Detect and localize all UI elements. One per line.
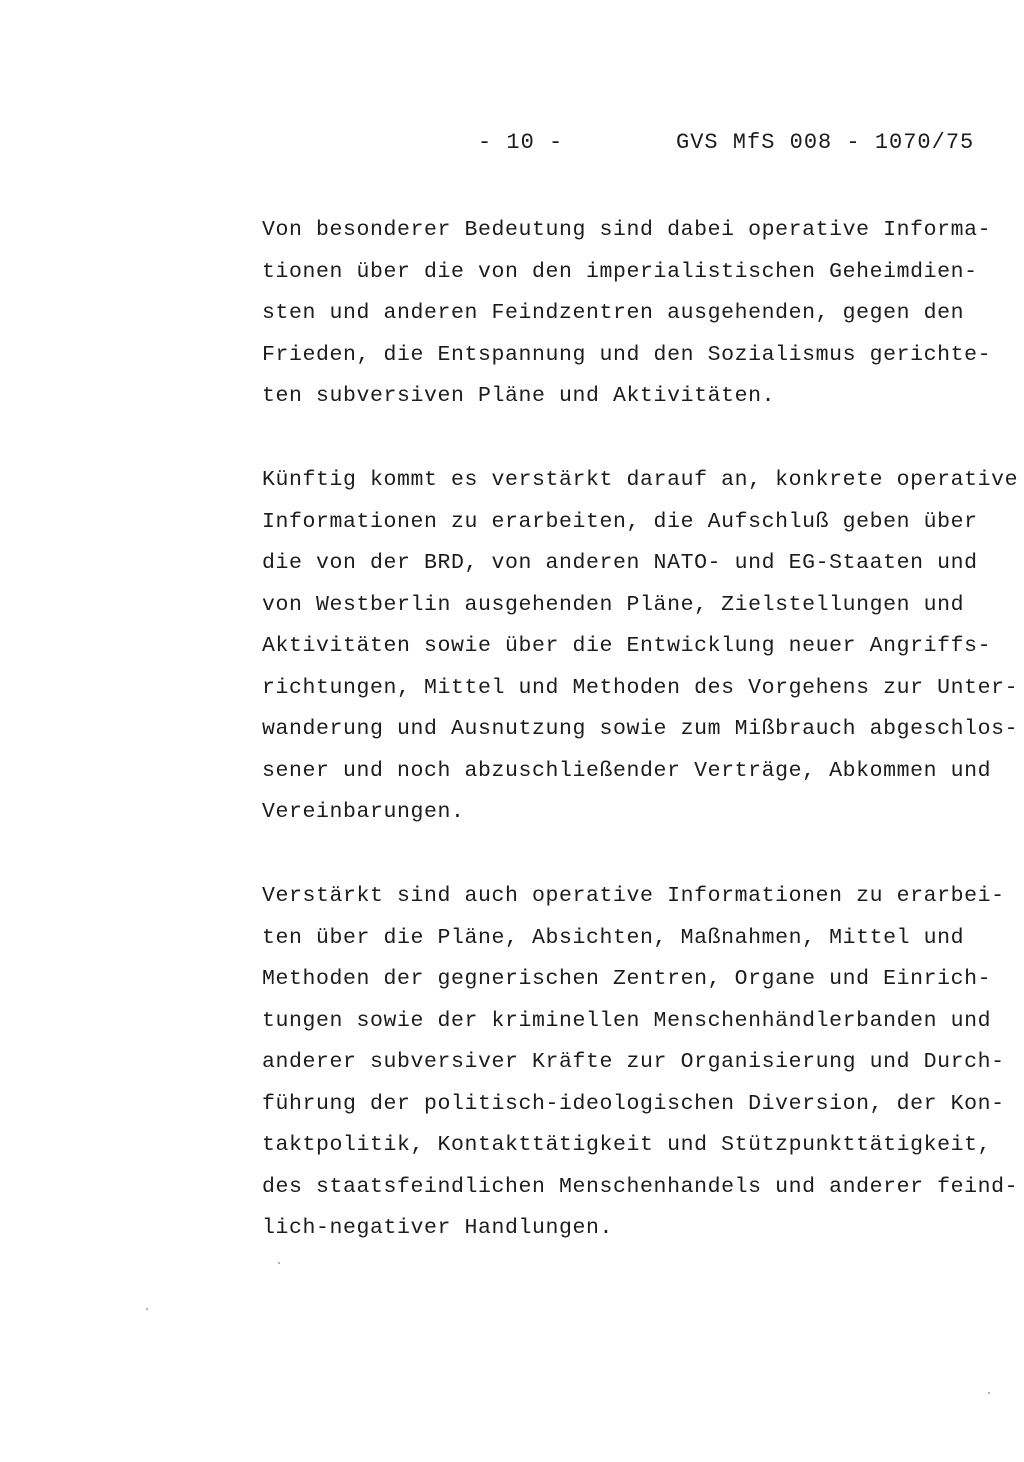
text-line: Von besonderer Bedeutung sind dabei operative Informa- bbox=[262, 218, 992, 242]
text-line: von Westberlin ausgehenden Pläne, Zielstellungen und bbox=[262, 592, 965, 617]
paragraph-2 bbox=[262, 460, 1019, 834]
text-line: Vereinbarungen. bbox=[262, 800, 465, 824]
page-number: - 10 - bbox=[478, 130, 564, 155]
text-line: sener und noch abzuschließender Verträge, Abkommen und bbox=[262, 758, 992, 783]
scan-speck bbox=[146, 1308, 148, 1310]
text-line: Informationen zu erarbeiten, die Aufschluß geben über bbox=[262, 509, 978, 534]
text-line: wanderung und Ausnutzung sowie zum Mißbrauch abgeschlos- bbox=[262, 717, 1019, 741]
text-line: die von der BRD, von anderen NATO- und EG-Staaten und bbox=[262, 551, 978, 575]
text-line: führung der politisch-ideologischen Diversion, der Kon- bbox=[262, 1091, 1005, 1116]
text-line: sten und anderen Feindzentren ausgehenden, gegen den bbox=[262, 301, 965, 325]
text-line: lich-negativer Handlungen. bbox=[262, 1216, 614, 1240]
document-reference: GVS MfS 008 - 1070/75 bbox=[676, 130, 975, 155]
text-line: tungen sowie der kriminellen Menschenhändlerbanden und bbox=[262, 1008, 992, 1033]
text-line: taktpolitik, Kontakttätigkeit und Stützpunkttätigkeit, bbox=[262, 1133, 992, 1157]
page-header bbox=[0, 130, 1024, 166]
text-line: Verstärkt sind auch operative Informationen zu erarbei- bbox=[262, 884, 1005, 908]
text-line: anderer subversiver Kräfte zur Organisierung und Durch- bbox=[262, 1050, 1005, 1074]
text-line: ten über die Pläne, Absichten, Maßnahmen, Mittel und bbox=[262, 925, 965, 950]
scan-speck bbox=[278, 1262, 280, 1264]
text-line: tionen über die von den imperialistischen Geheimdien- bbox=[262, 259, 978, 284]
text-line: des staatsfeindlichen Menschenhandels und anderer feind- bbox=[262, 1174, 1019, 1199]
text-line: Frieden, die Entspannung und den Sozialismus gerichte- bbox=[262, 342, 992, 367]
text-line: Aktivitäten sowie über die Entwicklung neuer Angriffs- bbox=[262, 634, 992, 658]
text-line: Methoden der gegnerischen Zentren, Organe und Einrich- bbox=[262, 967, 992, 991]
text-line: richtungen, Mittel und Methoden des Vorgehens zur Unter- bbox=[262, 675, 1019, 700]
paragraph-1 bbox=[262, 210, 1002, 418]
text-line: Künftig kommt es verstärkt darauf an, konkrete operative bbox=[262, 468, 1019, 492]
paragraph-3 bbox=[262, 876, 1019, 1250]
scan-speck bbox=[988, 1392, 990, 1394]
text-line: ten subversiven Pläne und Aktivitäten. bbox=[262, 384, 776, 408]
